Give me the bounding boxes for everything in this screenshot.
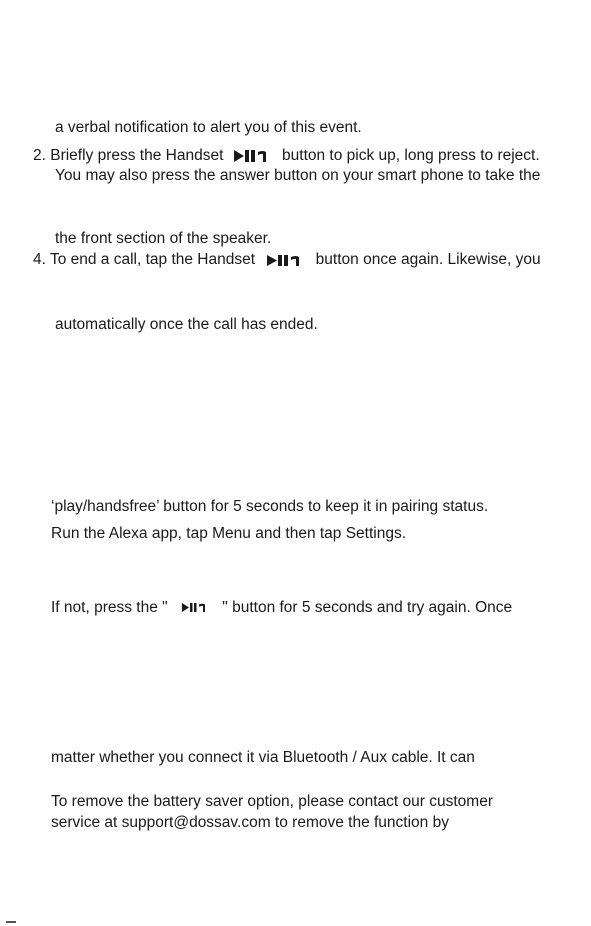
- text-line-battery-saver: [51, 792, 493, 812]
- text: " button for 5 seconds and try again. Once: [222, 599, 513, 616]
- text: If not, press the ": [51, 599, 168, 616]
- play-pause-handset-icon: [267, 254, 305, 266]
- text: the front section of the speaker.: [55, 230, 272, 247]
- text: automatically once the call has ended.: [55, 316, 318, 333]
- text: 4. To end a call, tap the Handset: [33, 251, 256, 268]
- text: matter whether you connect it via Bluetooth / Aux cable. It can: [51, 749, 475, 766]
- text-line-front-section: [55, 229, 271, 249]
- text-line-verbal-notification: [55, 118, 362, 138]
- text: You may also press the answer button on your smart phone to take the: [55, 167, 541, 184]
- text: a verbal notification to alert you of this event.: [55, 119, 362, 136]
- text-line-alexa-app: [51, 524, 406, 544]
- text: ‘play/handsfree’ button for 5 seconds to keep it in pairing status.: [51, 498, 489, 515]
- text-line-bluetooth-aux: [51, 748, 475, 768]
- text: button once again. Likewise, you: [315, 251, 541, 268]
- text-line-pairing-status: [51, 497, 488, 517]
- text-line-call-ended: [55, 315, 318, 335]
- play-pause-handset-icon: [182, 603, 208, 612]
- text-line-step-4: [33, 250, 541, 270]
- text-line-support-email: [51, 813, 449, 833]
- text-line-step-2: [33, 146, 540, 166]
- text: 2. Briefly press the Handset: [33, 147, 224, 164]
- text: Run the Alexa app, tap Menu and then tap Settings.: [51, 525, 407, 542]
- text-line-smartphone: [55, 166, 540, 186]
- play-pause-handset-icon: [234, 150, 272, 162]
- text-line-if-not: [51, 598, 512, 618]
- page-edge-mark: [6, 921, 16, 923]
- text: To remove the battery saver option, please contact our customer: [51, 793, 493, 810]
- text: service at support@dossav.com to remove the function by: [51, 814, 449, 831]
- text: button to pick up, long press to reject.: [282, 147, 540, 164]
